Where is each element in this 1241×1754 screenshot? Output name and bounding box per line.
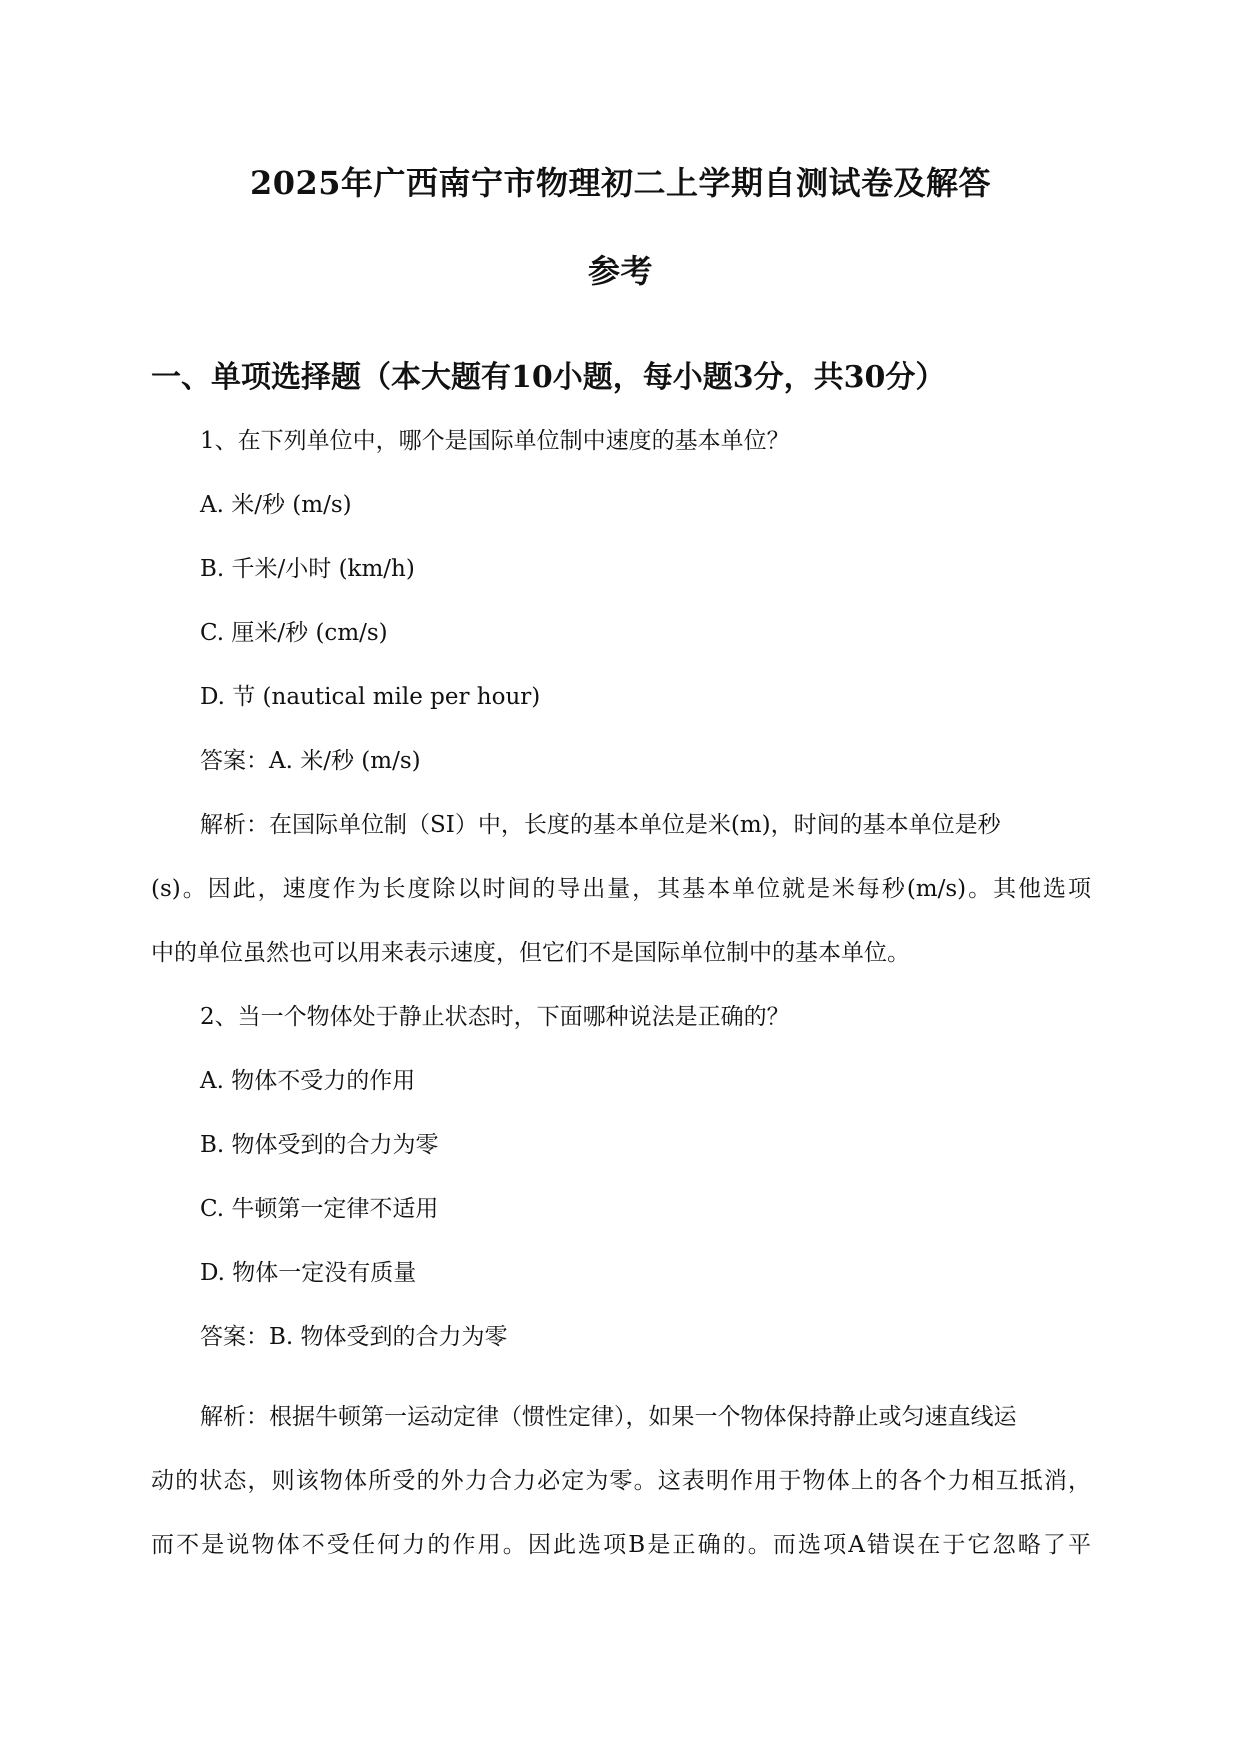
question-1-option-c: C. 厘米/秒 (cm/s) [200,620,388,646]
question-1-analysis-line: (s)。因此，速度作为长度除以时间的导出量，其基本单位就是米每秒(m/s)。其他选项 [151,876,1091,902]
question-1-option-b: B. 千米/小时 (km/h) [200,556,415,582]
document-title: 2025年广西南宁市物理初二上学期自测试卷及解答 [249,164,992,202]
question-1-option-d: D. 节 (nautical mile per hour) [200,684,541,710]
question-2-option-b: B. 物体受到的合力为零 [200,1132,439,1158]
question-1-answer: 答案：A. 米/秒 (m/s) [200,748,421,774]
question-2-stem: 2、当一个物体处于静止状态时，下面哪种说法是正确的？ [200,1004,790,1030]
question-2-option-d: D. 物体一定没有质量 [200,1260,417,1286]
question-2-option-a: A. 物体不受力的作用 [200,1068,416,1094]
question-1-analysis-line: 中的单位虽然也可以用来表示速度，但它们不是国际单位制中的基本单位。 [151,940,910,966]
section-heading: 一、单项选择题（本大题有10小题，每小题3分，共30分） [151,360,946,395]
question-2-analysis-line: 解析：根据牛顿第一运动定律（惯性定律），如果一个物体保持静止或匀速直线运 [200,1404,1017,1430]
document-title-continued: 参考 [587,252,653,290]
question-2-analysis-line: 而不是说物体不受任何力的作用。因此选项B是正确的。而选项A错误在于它忽略了平 [151,1532,1091,1558]
question-2-option-c: C. 牛顿第一定律不适用 [200,1196,439,1222]
question-2-answer: 答案：B. 物体受到的合力为零 [200,1324,508,1350]
question-1-option-a: A. 米/秒 (m/s) [200,492,352,518]
question-1-analysis-line: 解析：在国际单位制（SI）中，长度的基本单位是米(m)，时间的基本单位是秒 [200,812,1001,838]
question-1-stem: 1、在下列单位中，哪个是国际单位制中速度的基本单位？ [200,428,790,454]
question-2-analysis-line: 动的状态，则该物体所受的外力合力必定为零。这表明作用于物体上的各个力相互抵消， [151,1468,1091,1494]
